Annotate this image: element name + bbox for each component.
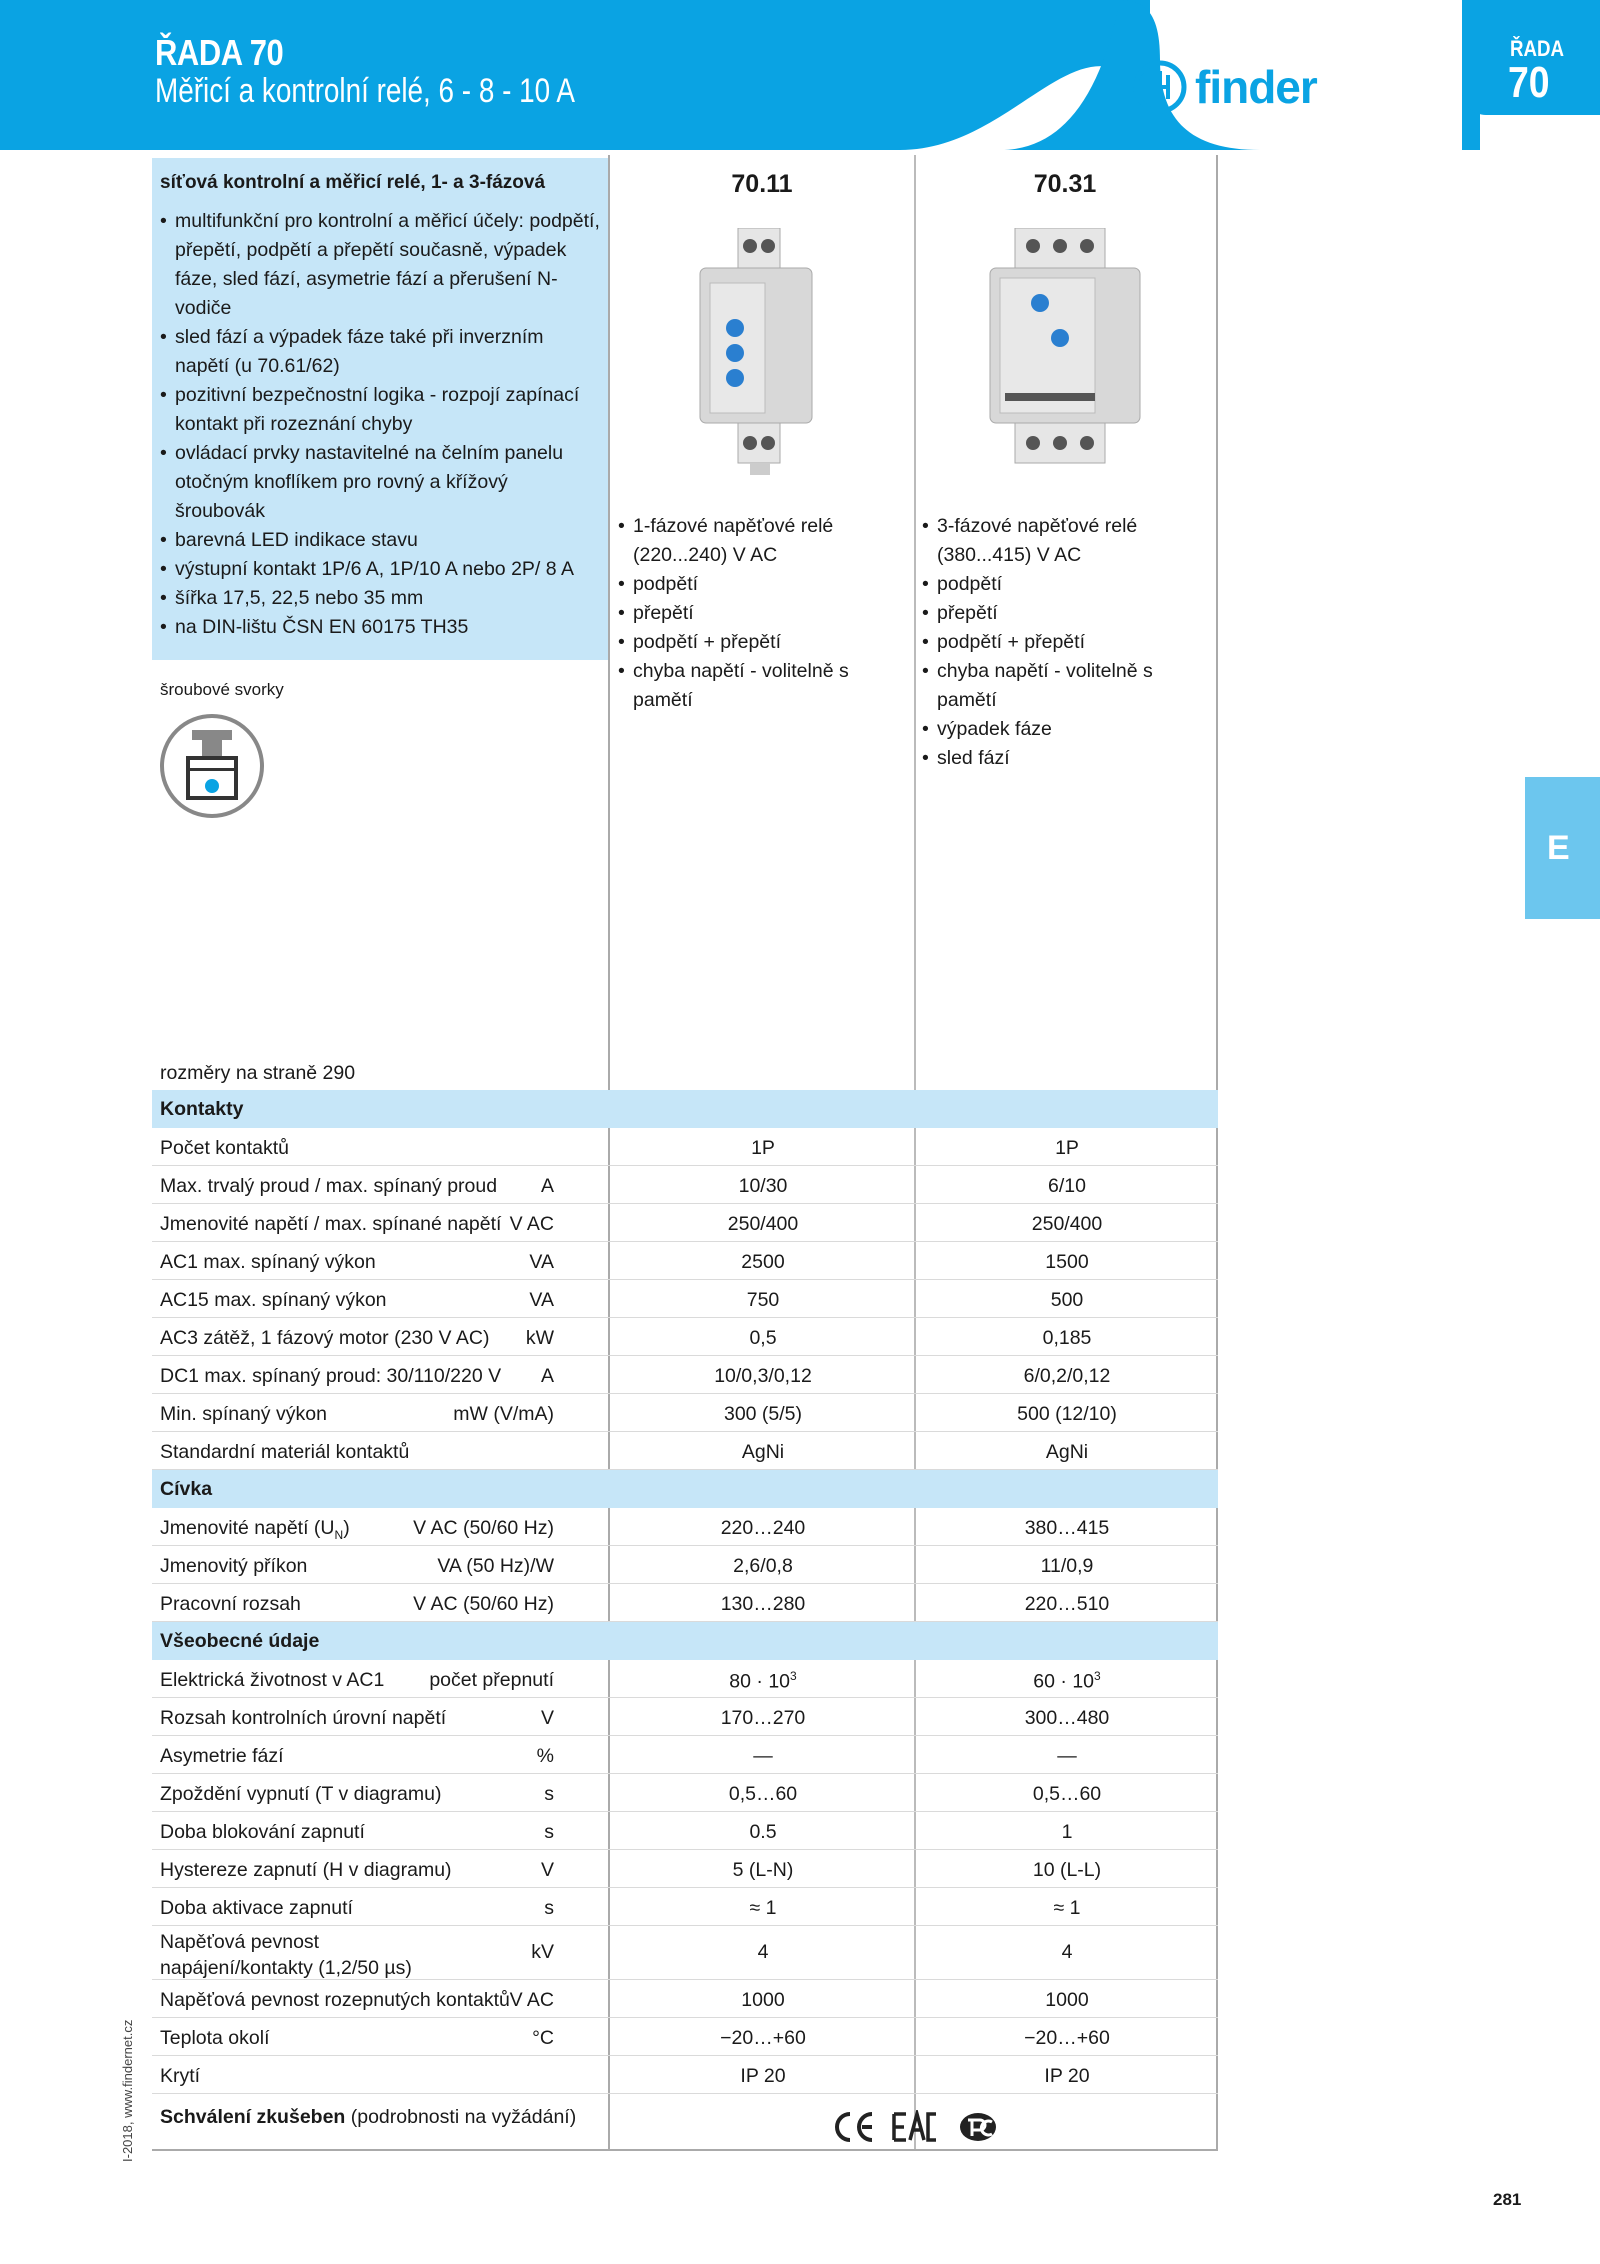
- table-row: [152, 1204, 1218, 1242]
- table-row: [152, 1280, 1218, 1318]
- value-70-31: 220…510: [1024, 1593, 1110, 1615]
- row-unit: V: [540, 1859, 554, 1881]
- value-70-11: 170…270: [720, 1707, 806, 1729]
- series-tab-label: ŘADA: [1510, 36, 1565, 61]
- value-70-31: 1000: [1045, 1989, 1089, 2011]
- approvals-label-bold: Schválení zkušeben: [160, 2106, 346, 2128]
- row-label: Zpoždění vypnutí (T v diagramu): [160, 1783, 442, 1805]
- row-unit: VA: [529, 1251, 554, 1273]
- footer-edition: I-2018, www.findernet.cz: [120, 2019, 135, 2162]
- value-base: 60 · 10: [1033, 1670, 1095, 1693]
- row-label: Min. spínaný výkon: [160, 1403, 327, 1425]
- row-unit: A: [540, 1175, 554, 1197]
- row-label: Jmenovité napětí / max. spínané napětí: [160, 1213, 502, 1235]
- value-70-31: 1500: [1045, 1251, 1089, 1273]
- section-title: Kontakty: [160, 1098, 244, 1120]
- approval-marks: [832, 2110, 1002, 2144]
- table-row: [152, 1356, 1218, 1394]
- list-item: • 1-fázové napěťové relé (220...240) V AC: [618, 512, 878, 570]
- product-code-70-11: 70.11: [731, 170, 793, 198]
- row-label: Asymetrie fází: [160, 1745, 284, 1767]
- intro-title: síťová kontrolní a měřicí relé, 1- a 3-fázová: [160, 172, 546, 193]
- list-item: • přepětí: [618, 599, 878, 628]
- table-row: [152, 1318, 1218, 1356]
- table-row: [152, 1812, 1218, 1850]
- value-70-11: 2,6/0,8: [733, 1555, 793, 1577]
- row-label-subscript: N: [334, 1527, 344, 1542]
- list-item: • multifunkční pro kontrolní a měřicí účely: podpětí, přepětí, podpětí a přepětí současně, výpadek fáze, sled fází, asymetrie fází a přerušení N-vodiče: [160, 207, 600, 323]
- value-70-11: 4: [757, 1941, 769, 1963]
- row-label: Pracovní rozsah: [160, 1593, 301, 1615]
- value-70-11: 10/30: [738, 1175, 788, 1197]
- intro-feature-list: [160, 207, 600, 642]
- list-item: • podpětí: [618, 570, 878, 599]
- value-70-31: 500: [1050, 1289, 1084, 1311]
- value-70-11: ≈ 1: [749, 1897, 777, 1919]
- table-row: [152, 1508, 1218, 1546]
- value-70-11: 10/0,3/0,12: [714, 1365, 812, 1387]
- row-label: AC1 max. spínaný výkon: [160, 1251, 376, 1273]
- product-70-31-features: [922, 512, 1182, 773]
- value-70-31: IP 20: [1044, 2065, 1090, 2087]
- list-item: • šířka 17,5, 22,5 nebo 35 mm: [160, 584, 600, 613]
- row-label: Napěťová pevnost napájení/kontakty (1,2/50 µs): [160, 1931, 412, 1979]
- product-70-11-features: [618, 512, 878, 715]
- table-row: [152, 1546, 1218, 1584]
- page-header: [0, 0, 1600, 150]
- row-unit: mW (V/mA): [453, 1403, 554, 1425]
- list-item: • 3-fázové napěťové relé (380...415) V AC: [922, 512, 1182, 570]
- value-70-31: —: [1057, 1745, 1077, 1767]
- brand-name: finder: [1195, 61, 1317, 113]
- value-70-31: 380…415: [1024, 1517, 1110, 1539]
- value-70-11: AgNi: [741, 1441, 785, 1463]
- value-70-11: −20…+60: [720, 2027, 806, 2049]
- row-label: Jmenovitý příkon: [160, 1555, 308, 1577]
- value-70-31: 0,185: [1042, 1327, 1092, 1349]
- row-label: [160, 1517, 350, 1542]
- table-row: [152, 1128, 1218, 1166]
- row-unit: počet přepnutí: [429, 1669, 554, 1691]
- table-row: [152, 1166, 1218, 1204]
- value-70-11: [610, 1669, 916, 1694]
- value-70-11: 1P: [751, 1137, 775, 1159]
- value-70-31: 0,5…60: [1032, 1783, 1102, 1805]
- series-tab-number: 70: [1508, 58, 1550, 107]
- table-row: [152, 1394, 1218, 1432]
- row-unit: V AC (50/60 Hz): [413, 1517, 554, 1539]
- table-row: [152, 1926, 1218, 1980]
- approvals-row: [152, 2094, 1218, 2138]
- table-row: [152, 1850, 1218, 1888]
- value-70-11: IP 20: [740, 2065, 786, 2087]
- value-70-11: 1000: [741, 1989, 785, 2011]
- ce-mark-icon: [837, 2114, 872, 2140]
- row-unit: VA: [529, 1289, 554, 1311]
- value-70-31: 6/10: [1048, 1175, 1086, 1197]
- section-side-tab[interactable]: [1525, 777, 1600, 919]
- table-row: [152, 1432, 1218, 1470]
- row-unit: kW: [525, 1327, 554, 1349]
- relay-70-11-image: [690, 228, 830, 478]
- series-title: ŘADA 70: [155, 32, 284, 73]
- section-title: Všeobecné údaje: [160, 1630, 320, 1652]
- list-item: • chyba napětí - volitelně s pamětí: [922, 657, 1182, 715]
- value-70-31: AgNi: [1045, 1441, 1089, 1463]
- list-item: • barevná LED indikace stavu: [160, 526, 600, 555]
- value-70-11: 750: [746, 1289, 780, 1311]
- value-exponent: 3: [790, 1669, 797, 1683]
- dimensions-reference[interactable]: rozměry na straně 290: [160, 1062, 356, 1084]
- section-side-tab-label: E: [1547, 829, 1570, 867]
- row-unit: V: [540, 1707, 554, 1729]
- value-70-11: 220…240: [720, 1517, 806, 1539]
- row-label-text: Jmenovité napětí (U: [160, 1517, 335, 1539]
- value-70-31: 11/0,9: [1040, 1555, 1094, 1577]
- value-70-31: 4: [1061, 1941, 1073, 1963]
- table-row: [152, 1584, 1218, 1622]
- page-number: 281: [1493, 2190, 1522, 2209]
- row-unit: A: [540, 1365, 554, 1387]
- list-item: • výstupní kontakt 1P/6 A, 1P/10 A nebo 2P/ 8 A: [160, 555, 600, 584]
- value-70-31: 1P: [1055, 1137, 1079, 1159]
- row-unit: %: [536, 1745, 554, 1767]
- value-70-11: 5 (L-N): [732, 1859, 794, 1881]
- row-unit: kV: [531, 1941, 554, 1963]
- value-70-11: 0,5: [749, 1327, 777, 1349]
- list-item: • podpětí: [922, 570, 1182, 599]
- row-unit: V AC: [509, 1989, 554, 2011]
- table-row: [152, 1774, 1218, 1812]
- value-70-11: 2500: [741, 1251, 785, 1273]
- value-70-11: —: [753, 1745, 773, 1767]
- row-label: [160, 2106, 576, 2129]
- row-label: Standardní materiál kontaktů: [160, 1441, 410, 1463]
- section-header-contacts: [152, 1090, 1218, 1128]
- screw-terminal-icon: [158, 712, 266, 820]
- value-70-31: [916, 1669, 1218, 1694]
- row-unit: V AC (50/60 Hz): [413, 1593, 554, 1615]
- table-row: [152, 1980, 1218, 2018]
- row-label: Rozsah kontrolních úrovní napětí: [160, 1707, 447, 1729]
- table-row: [152, 1888, 1218, 1926]
- value-70-11: 300 (5/5): [723, 1403, 803, 1425]
- section-title: Cívka: [160, 1478, 213, 1500]
- row-label: Napěťová pevnost rozepnutých kontaktů: [160, 1989, 510, 2011]
- row-label: Teplota okolí: [160, 2027, 270, 2049]
- value-exponent: 3: [1094, 1669, 1101, 1683]
- row-label: Krytí: [160, 2065, 201, 2087]
- row-unit: °C: [532, 2027, 554, 2049]
- row-unit: s: [544, 1897, 554, 1919]
- value-70-31: 500 (12/10): [1017, 1403, 1117, 1425]
- value-70-11: 0.5: [749, 1821, 777, 1843]
- row-unit: VA (50 Hz)/W: [437, 1555, 554, 1577]
- row-label: AC15 max. spínaný výkon: [160, 1289, 387, 1311]
- row-label: Doba aktivace zapnutí: [160, 1897, 353, 1919]
- value-70-31: 6/0,2/0,12: [1023, 1365, 1111, 1387]
- table-row: [152, 1660, 1218, 1698]
- list-item: • ovládací prvky nastavitelné na čelním panelu otočným knoflíkem pro rovný a křížový šroubovák: [160, 439, 600, 526]
- value-70-31: 10 (L-L): [1032, 1859, 1102, 1881]
- row-unit: s: [544, 1821, 554, 1843]
- row-label: Počet kontaktů: [160, 1137, 289, 1159]
- row-label: Elektrická životnost v AC1: [160, 1669, 385, 1691]
- row-label: Hystereze zapnutí (H v diagramu): [160, 1859, 452, 1881]
- table-row: [152, 2056, 1218, 2094]
- row-label-text: ): [343, 1517, 350, 1539]
- section-header-general: [152, 1622, 1218, 1660]
- product-code-70-31: 70.31: [1033, 170, 1097, 198]
- terminal-type-label: šroubové svorky: [160, 680, 284, 699]
- value-70-31: 1: [1061, 1821, 1073, 1843]
- relay-70-31-image: [985, 228, 1145, 478]
- eac-mark-icon: [894, 2114, 936, 2140]
- series-subtitle: Měřicí a kontrolní relé, 6 - 8 - 10 A: [155, 72, 575, 110]
- list-item: • přepětí: [922, 599, 1182, 628]
- section-header-coil: [152, 1470, 1218, 1508]
- list-item: • chyba napětí - volitelně s pamětí: [618, 657, 878, 715]
- row-label: Doba blokování zapnutí: [160, 1821, 365, 1843]
- value-70-31: 250/400: [1031, 1213, 1103, 1235]
- list-item: • pozitivní bezpečnostní logika - rozpojí zapínací kontakt při rozeznání chyby: [160, 381, 600, 439]
- row-unit: V AC: [509, 1213, 554, 1235]
- row-label: Max. trvalý proud / max. spínaný proud: [160, 1175, 498, 1197]
- table-row: [152, 2018, 1218, 2056]
- list-item: • podpětí + přepětí: [922, 628, 1182, 657]
- value-70-11: 130…280: [720, 1593, 806, 1615]
- spec-table: [152, 1090, 1218, 2138]
- row-label: DC1 max. spínaný proud: 30/110/220 V: [160, 1365, 502, 1387]
- list-item: • podpětí + přepětí: [618, 628, 878, 657]
- value-70-31: −20…+60: [1024, 2027, 1110, 2049]
- value-70-31: 300…480: [1024, 1707, 1110, 1729]
- value-70-11: 250/400: [727, 1213, 799, 1235]
- approvals-label-note: (podrobnosti na vyžádání): [345, 2106, 577, 2128]
- table-row: [152, 1736, 1218, 1774]
- row-unit: s: [544, 1783, 554, 1805]
- list-item: • na DIN-lištu ČSN EN 60175 TH35: [160, 613, 600, 642]
- list-item: • sled fází a výpadek fáze také při inverzním napětí (u 70.61/62): [160, 323, 600, 381]
- list-item: • sled fází: [922, 744, 1182, 773]
- table-row: [152, 1242, 1218, 1280]
- table-bottom-rule: [152, 2149, 1218, 2151]
- value-base: 80 · 10: [729, 1670, 791, 1693]
- pct-mark-icon: [960, 2113, 996, 2141]
- list-item: • výpadek fáze: [922, 715, 1182, 744]
- value-70-31: ≈ 1: [1053, 1897, 1081, 1919]
- value-70-11: 0,5…60: [728, 1783, 798, 1805]
- table-row: [152, 1698, 1218, 1736]
- row-label: AC3 zátěž, 1 fázový motor (230 V AC): [160, 1327, 490, 1349]
